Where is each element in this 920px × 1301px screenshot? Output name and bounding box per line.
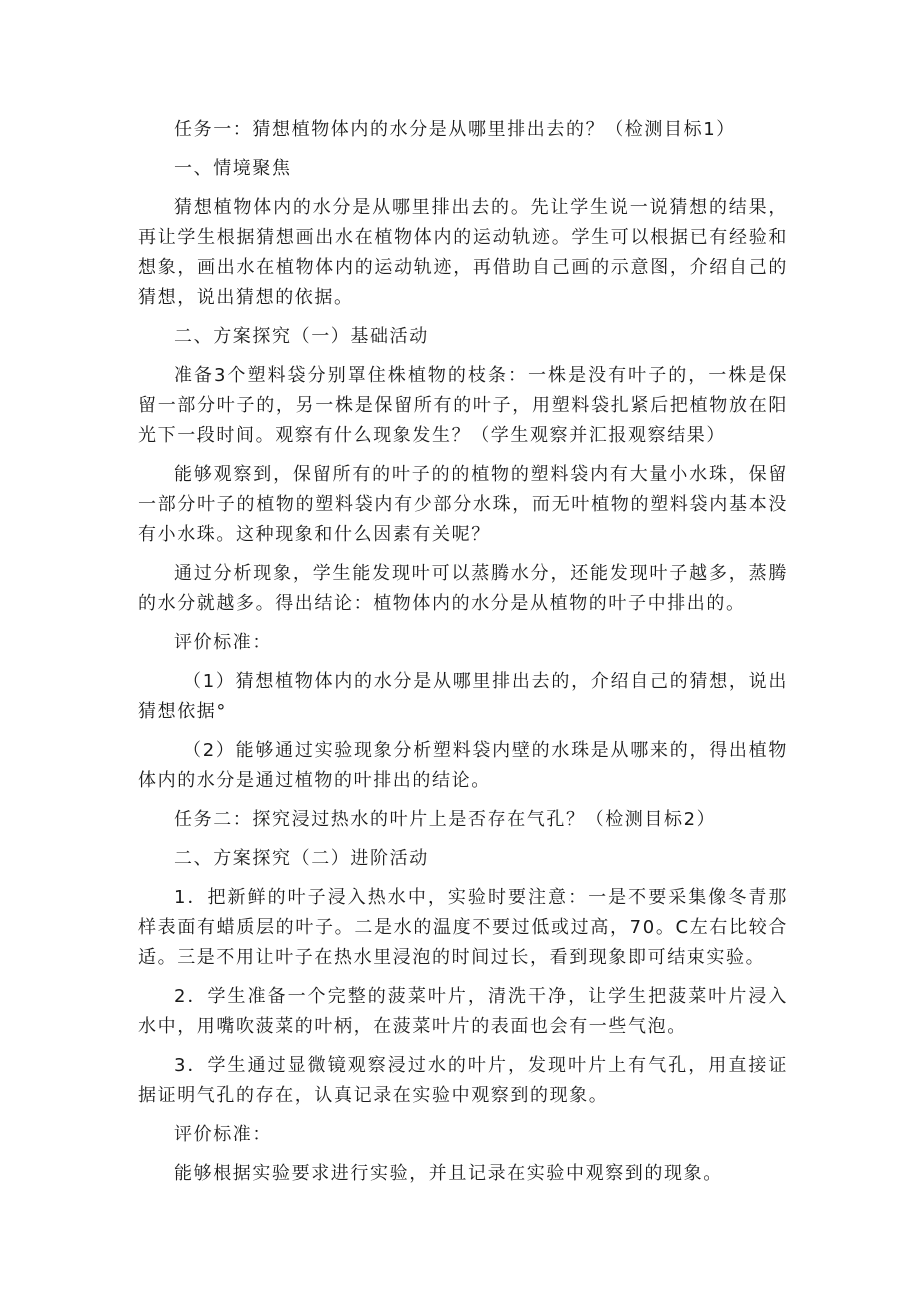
body-paragraph: 能够观察到，保留所有的叶子的的植物的塑料袋内有大量小水珠，保留一部分叶子的植物的塑料袋内有少部分水珠，而无叶植物的塑料袋内基本没有小水珠。这种现象和什么因素有关呢？ <box>138 464 788 545</box>
body-paragraph: 通过分析现象，学生能发现叶可以蒸腾水分，还能发现叶子越多，蒸腾的水分就越多。得出结论：植物体内的水分是从植物的叶子中排出的。 <box>138 563 788 614</box>
evaluation-item: （2）能够通过实验现象分析塑料袋内壁的水珠是从哪来的，得出植物体内的水分是通过植物的叶排出的结论。 <box>138 740 788 791</box>
evaluation-heading: 评价标准： <box>174 632 272 653</box>
section-heading-advanced-activity: 二、方案探究（二）进阶活动 <box>174 848 429 869</box>
task-two-heading: 任务二：探究浸过热水的叶片上是否存在气孔？（检测目标2） <box>174 809 717 830</box>
body-paragraph: 能够根据实验要求进行实验，并且记录在实验中观察到的现象。 <box>174 1163 723 1184</box>
section-heading-basic-activity: 二、方案探究（一）基础活动 <box>174 326 429 347</box>
task-one-heading: 任务一：猜想植物体内的水分是从哪里排出去的？（检测目标1） <box>174 119 736 140</box>
body-paragraph: 准备3个塑料袋分别罩住株植物的枝条：一株是没有叶子的，一株是保留一部分叶子的，另一株是保留所有的叶子，用塑料袋扎紧后把植物放在阳光下一段时间。观察有什么现象发生？（学生观察并汇报观察结果） <box>138 365 788 446</box>
evaluation-item: （1）猜想植物体内的水分是从哪里排出去的，介绍自己的猜想，说出猜想依据° <box>138 671 788 722</box>
numbered-step: 2．学生准备一个完整的菠菜叶片，清洗干净，让学生把菠菜叶片浸入水中，用嘴吹菠菜的叶柄，在菠菜叶片的表面也会有一些气泡。 <box>138 986 788 1037</box>
section-heading-situation: 一、情境聚焦 <box>174 158 292 179</box>
numbered-step: 1．把新鲜的叶子浸入热水中，实验时要注意：一是不要采集像冬青那样表面有蜡质层的叶子。二是水的温度不要过低或过高，70。C左右比较合适。三是不用让叶子在热水里浸泡的时间过长，看到现象即可结束实验。 <box>138 887 788 968</box>
numbered-step: 3．学生通过显微镜观察浸过水的叶片，发现叶片上有气孔，用直接证据证明气孔的存在，认真记录在实验中观察到的现象。 <box>138 1055 788 1106</box>
evaluation-heading: 评价标准： <box>174 1124 272 1145</box>
document-body <box>138 115 788 1198</box>
body-paragraph: 猜想植物体内的水分是从哪里排出去的。先让学生说一说猜想的结果，再让学生根据猜想画出水在植物体内的运动轨迹。学生可以根据已有经验和想象，画出水在植物体内的运动轨迹，再借助自己画的示意图，介绍自己的猜想，说出猜想的依据。 <box>138 197 788 308</box>
